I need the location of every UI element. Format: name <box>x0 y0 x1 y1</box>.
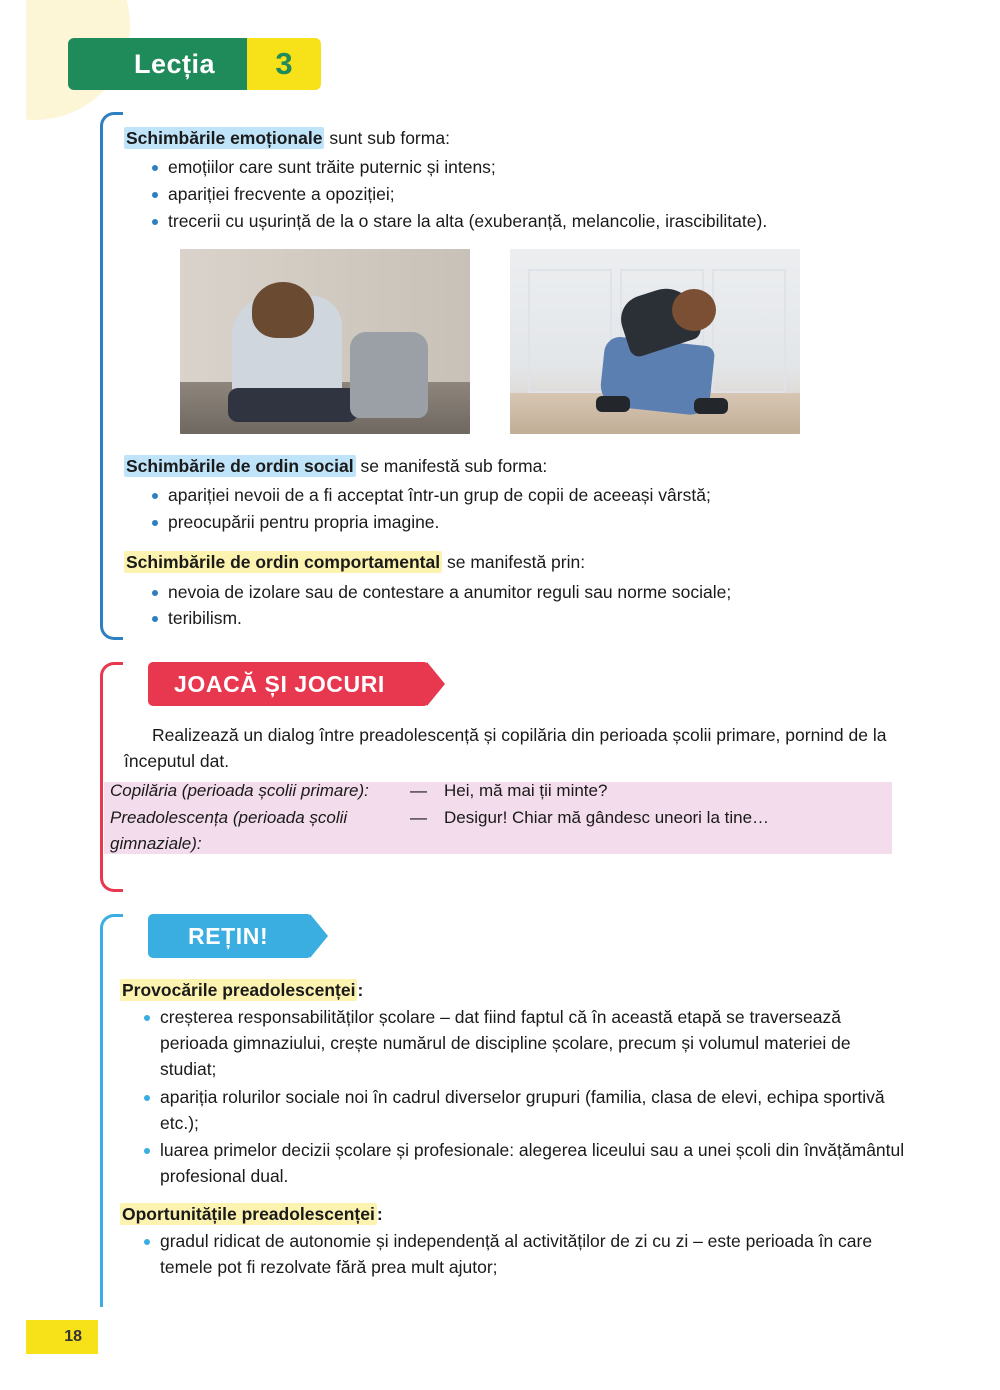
behavioral-changes-highlight: Schimbările de ordin comportamental <box>126 552 441 573</box>
dialog-speaker: Copilăria (perioada școlii primare): <box>110 781 369 801</box>
dialog-text: Hei, mă mai ții minte? <box>444 781 608 801</box>
emotional-changes-list <box>124 155 864 235</box>
page-left-margin <box>0 0 26 1390</box>
top-content <box>124 126 864 633</box>
dialog-line <box>110 805 892 858</box>
social-changes-heading <box>124 454 864 479</box>
opportunities-list <box>120 1229 910 1281</box>
dialog-line <box>110 778 892 804</box>
challenges-heading <box>120 980 910 1001</box>
teen-sitting-sad-photo <box>180 249 470 434</box>
play-section-body <box>124 722 896 775</box>
list-item: nevoia de izolare sau de contestare a anumitor reguli sau norme sociale; <box>152 580 864 606</box>
photo-shoe <box>596 396 630 412</box>
dialog-dash: — <box>410 807 427 827</box>
play-section-intro: Realizează un dialog între preadolescență și copilăria din perioada școlii primare, pornind de la începutul dat. <box>124 725 887 772</box>
list-item: apariției nevoii de a fi acceptat într-un grup de copii de aceeași vârstă; <box>152 483 864 509</box>
top-section-bracket <box>100 112 123 640</box>
dialog-speaker: Preadolescența (perioada școlii gimnaziale): <box>110 807 348 854</box>
challenges-heading-highlight: Provocările preadolescenței <box>122 980 356 1000</box>
opportunities-heading <box>120 1204 910 1225</box>
emotional-changes-heading <box>124 126 864 151</box>
photo-figure-legs <box>228 388 358 422</box>
opportunities-heading-rest: : <box>376 1204 383 1225</box>
challenges-heading-rest: : <box>357 980 364 1000</box>
list-item: teribilism. <box>152 606 864 632</box>
opportunities-heading-highlight: Oportunitățile preadolescenței <box>122 1204 375 1225</box>
lesson-label: Lecția <box>68 38 249 90</box>
photo-figure-hair <box>672 289 716 331</box>
photo-shoe <box>694 398 728 414</box>
list-item: trecerii cu ușurință de la o stare la alta (exuberanță, melancolie, irascibilitate). <box>152 209 864 235</box>
page-number: 18 <box>26 1320 98 1354</box>
list-item: apariția rolurilor sociale noi în cadrul diverselor grupuri (familia, clasa de elevi, echipa sportivă etc.); <box>144 1085 910 1137</box>
footer-rule <box>0 1384 1000 1390</box>
social-changes-rest: se manifestă sub forma: <box>355 456 548 477</box>
dialog-dash: — <box>410 781 427 801</box>
dialog-text: Desigur! Chiar mă gândesc uneori la tine… <box>444 807 770 827</box>
emotional-changes-highlight: Schimbările emoționale <box>126 128 323 148</box>
list-item: emoțiilor care sunt trăite puternic și intens; <box>152 155 864 181</box>
social-changes-list <box>124 483 864 536</box>
list-item: preocupării pentru propria imagine. <box>152 510 864 536</box>
list-item: luarea primelor decizii școlare și profesionale: alegerea liceului sau a unei școli din învățământul profesional dual. <box>144 1138 910 1190</box>
photo-backpack <box>350 332 428 418</box>
list-item: gradul ridicat de autonomie și independență al activităților de zi cu zi – este perioada în care temele pot fi rezolvate fără prea mult ajutor; <box>144 1229 910 1281</box>
play-section-banner: JOACĂ ȘI JOCURI <box>148 662 429 706</box>
challenges-list <box>120 1005 910 1190</box>
dialog-box <box>104 782 892 854</box>
lesson-header <box>68 38 323 90</box>
list-item: creșterea responsabilităților școlare – dat fiind faptul că în această etapă se traversează perioada gimnaziului, crește numărul de discipline școlare, precum și volumul materiei de studiat; <box>144 1005 910 1083</box>
behavioral-changes-list <box>124 580 864 633</box>
photo-wall-panel <box>528 269 612 393</box>
lesson-number: 3 <box>247 38 321 90</box>
teen-dancing-photo <box>510 249 800 434</box>
behavioral-changes-rest: se manifestă prin: <box>442 552 586 573</box>
retin-section-banner: REȚIN! <box>148 914 312 958</box>
photo-wall-panel <box>712 269 786 393</box>
social-changes-highlight: Schimbările de ordin social <box>126 456 354 477</box>
photo-row <box>180 249 864 434</box>
photo-figure-hair <box>252 282 314 338</box>
list-item: apariției frecvente a opoziției; <box>152 182 864 208</box>
behavioral-changes-heading <box>124 550 864 575</box>
retin-section-body <box>120 980 910 1295</box>
emotional-changes-rest: sunt sub forma: <box>324 128 450 148</box>
